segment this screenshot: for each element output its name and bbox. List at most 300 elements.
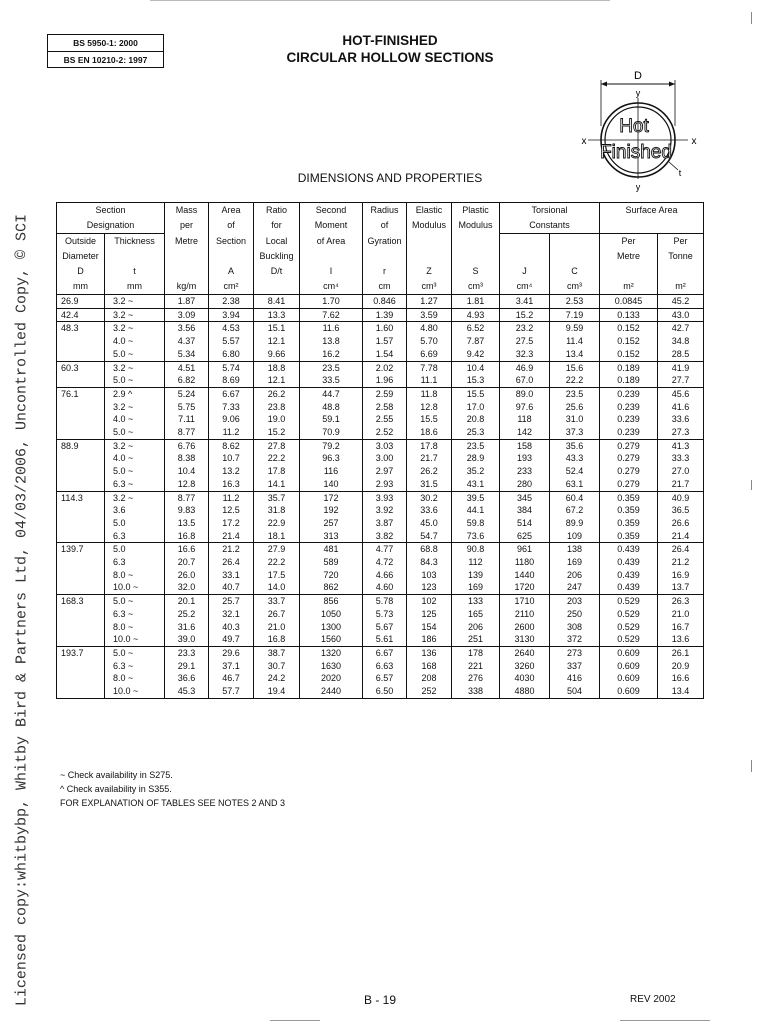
table-cell: 3.00 <box>363 452 407 465</box>
table-cell: 16.8 <box>165 530 209 543</box>
table-cell: 23.2 <box>500 322 550 335</box>
table-cell: 10.7 <box>209 452 254 465</box>
table-cell: 8.0 ~ <box>105 672 165 685</box>
table-cell: 7.33 <box>209 401 254 414</box>
page-title <box>240 32 540 66</box>
table-cell: 0.609 <box>600 685 658 698</box>
table-cell: 20.7 <box>165 556 209 569</box>
table-cell: 26.3 <box>658 595 704 608</box>
table-cell: 23.8 <box>254 401 300 414</box>
table-cell: 68.8 <box>407 543 452 556</box>
table-cell: 13.6 <box>658 633 704 646</box>
table-cell: 20.1 <box>165 595 209 608</box>
table-cell: 26.0 <box>165 569 209 582</box>
cell-outside-diameter <box>57 517 105 530</box>
table-cell: 12.5 <box>209 504 254 517</box>
table-cell: 208 <box>407 672 452 685</box>
cell-outside-diameter <box>57 426 105 439</box>
cell-outside-diameter <box>57 335 105 348</box>
table-cell: 9.83 <box>165 504 209 517</box>
table-cell: 40.9 <box>658 491 704 504</box>
table-cell: 13.4 <box>658 685 704 698</box>
table-cell: 46.9 <box>500 361 550 374</box>
table-cell: 13.7 <box>658 581 704 594</box>
table-cell: 13.2 <box>209 465 254 478</box>
table-cell: 0.529 <box>600 608 658 621</box>
cell-outside-diameter <box>57 530 105 543</box>
table-cell: 15.5 <box>452 387 500 400</box>
table-cell: 221 <box>452 660 500 673</box>
header-area-4 <box>209 249 254 264</box>
unit-area: cm² <box>209 279 254 295</box>
table-cell: 8.69 <box>209 374 254 387</box>
table-cell: 345 <box>500 491 550 504</box>
header-radius-4 <box>363 249 407 264</box>
unit-per-tonne: m² <box>658 279 704 295</box>
cell-outside-diameter: 168.3 <box>57 595 105 608</box>
table-cell: 16.9 <box>658 569 704 582</box>
table-cell: 16.8 <box>254 633 300 646</box>
table-cell: 33.1 <box>209 569 254 582</box>
table-cell: 16.3 <box>209 478 254 491</box>
table-cell: 11.6 <box>300 322 363 335</box>
header-second-moment-2: Moment <box>300 218 363 234</box>
table-cell: 0.189 <box>600 361 658 374</box>
table-cell: 1.39 <box>363 308 407 322</box>
table-cell: 9.42 <box>452 348 500 361</box>
table-cell: 6.3 <box>105 530 165 543</box>
unit-s: cm³ <box>452 279 500 295</box>
table-cell: 109 <box>550 530 600 543</box>
table-cell: 6.82 <box>165 374 209 387</box>
section-diagram <box>568 66 718 196</box>
table-cell: 3.09 <box>165 308 209 322</box>
table-cell: 22.2 <box>254 556 300 569</box>
bottom-mark <box>620 1020 710 1021</box>
table-cell: 46.7 <box>209 672 254 685</box>
header-per-metre-2: Metre <box>600 249 658 264</box>
header-ratio: Ratio <box>254 203 300 219</box>
table-cell: 3.2 ~ <box>105 308 165 322</box>
table-cell: 0.609 <box>600 660 658 673</box>
cell-outside-diameter <box>57 581 105 594</box>
table-cell: 3.2 ~ <box>105 491 165 504</box>
table-cell: 1.81 <box>452 295 500 309</box>
header-second-moment: Second <box>300 203 363 219</box>
table-cell: 18.6 <box>407 426 452 439</box>
table-row <box>57 387 704 400</box>
table-cell: 720 <box>300 569 363 582</box>
table-cell: 136 <box>407 646 452 659</box>
table-cell: 2.55 <box>363 413 407 426</box>
header-mass: Mass <box>165 203 209 219</box>
table-row <box>57 517 704 530</box>
table-cell: 0.189 <box>600 374 658 387</box>
table-cell: 45.3 <box>165 685 209 698</box>
table-cell: 0.609 <box>600 646 658 659</box>
table-cell: 1720 <box>500 581 550 594</box>
header-radius-2: of <box>363 218 407 234</box>
header-second-moment-4 <box>300 249 363 264</box>
table-cell: 26.2 <box>254 387 300 400</box>
properties-table <box>56 202 704 699</box>
table-cell: 5.73 <box>363 608 407 621</box>
table-cell: 2.93 <box>363 478 407 491</box>
table-cell: 57.7 <box>209 685 254 698</box>
table-cell: 25.7 <box>209 595 254 608</box>
table-cell: 89.0 <box>500 387 550 400</box>
license-text: Licensed copy:whitbybp, Whitby Bird & Partners Ltd, 04/03/2006, Uncontrolled Copy, © SCI <box>13 213 31 1007</box>
table-cell: 140 <box>300 478 363 491</box>
table-cell: 856 <box>300 595 363 608</box>
unit-r: cm <box>363 279 407 295</box>
table-row <box>57 621 704 634</box>
table-cell: 31.8 <box>254 504 300 517</box>
table-cell: 3.2 ~ <box>105 361 165 374</box>
table-cell: 84.3 <box>407 556 452 569</box>
table-cell: 1.54 <box>363 348 407 361</box>
table-row <box>57 465 704 478</box>
cell-outside-diameter: 48.3 <box>57 322 105 335</box>
table-cell: 13.3 <box>254 308 300 322</box>
table-cell: 0.359 <box>600 517 658 530</box>
table-cell: 3130 <box>500 633 550 646</box>
table-cell: 112 <box>452 556 500 569</box>
table-cell: 31.0 <box>550 413 600 426</box>
table-cell: 15.1 <box>254 322 300 335</box>
table-cell: 28.9 <box>452 452 500 465</box>
table-cell: 27.9 <box>254 543 300 556</box>
diagram-label-y-top: y <box>635 88 641 98</box>
table-cell: 8.38 <box>165 452 209 465</box>
arrow-left <box>601 82 607 87</box>
cell-outside-diameter <box>57 569 105 582</box>
cell-outside-diameter: 193.7 <box>57 646 105 659</box>
cell-outside-diameter <box>57 556 105 569</box>
table-cell: 6.52 <box>452 322 500 335</box>
table-cell: 123 <box>407 581 452 594</box>
table-cell: 252 <box>407 685 452 698</box>
table-cell: 5.78 <box>363 595 407 608</box>
table-cell: 862 <box>300 581 363 594</box>
header-torsional-c <box>550 234 600 250</box>
cell-outside-diameter <box>57 452 105 465</box>
table-cell: 1.96 <box>363 374 407 387</box>
table-row <box>57 660 704 673</box>
table-cell: 2110 <box>500 608 550 621</box>
table-cell: 7.62 <box>300 308 363 322</box>
table-cell: 625 <box>500 530 550 543</box>
table-cell: 206 <box>452 621 500 634</box>
table-cell: 3.92 <box>363 504 407 517</box>
page-number: B - 19 <box>363 993 396 1007</box>
table-cell: 154 <box>407 621 452 634</box>
table-row <box>57 633 704 646</box>
sym-s: S <box>452 264 500 279</box>
cell-outside-diameter <box>57 672 105 685</box>
header-second-moment-3: of Area <box>300 234 363 250</box>
table-cell: 48.8 <box>300 401 363 414</box>
cell-outside-diameter <box>57 465 105 478</box>
table-row <box>57 335 704 348</box>
table-cell: 22.2 <box>550 374 600 387</box>
header-mass-2: per <box>165 218 209 234</box>
margin-mark <box>751 480 752 490</box>
table-cell: 27.8 <box>254 439 300 452</box>
table-cell: 12.1 <box>254 374 300 387</box>
table-cell: 17.2 <box>209 517 254 530</box>
table-cell: 3.82 <box>363 530 407 543</box>
table-cell: 24.2 <box>254 672 300 685</box>
table-cell: 2.9 ^ <box>105 387 165 400</box>
hot-word: Hot <box>619 116 649 137</box>
table-cell: 504 <box>550 685 600 698</box>
table-cell: 67.2 <box>550 504 600 517</box>
sym-r: r <box>363 264 407 279</box>
table-cell: 19.4 <box>254 685 300 698</box>
table-cell: 23.3 <box>165 646 209 659</box>
header-torsional-j <box>500 234 550 250</box>
table-row <box>57 452 704 465</box>
header-per-tonne-2: Tonne <box>658 249 704 264</box>
table-cell: 6.3 ~ <box>105 608 165 621</box>
table-cell: 8.62 <box>209 439 254 452</box>
cell-outside-diameter <box>57 621 105 634</box>
table-cell: 8.77 <box>165 491 209 504</box>
table-cell: 26.4 <box>658 543 704 556</box>
table-cell: 6.69 <box>407 348 452 361</box>
unit-z: cm³ <box>407 279 452 295</box>
table-cell: 1.60 <box>363 322 407 335</box>
sym-d: D <box>57 264 105 279</box>
table-body <box>57 295 704 699</box>
cell-outside-diameter: 60.3 <box>57 361 105 374</box>
table-cell: 8.77 <box>165 426 209 439</box>
table-cell: 10.4 <box>452 361 500 374</box>
cell-outside-diameter: 42.4 <box>57 308 105 322</box>
table-cell: 23.5 <box>550 387 600 400</box>
table-cell: 29.1 <box>165 660 209 673</box>
table-cell: 142 <box>500 426 550 439</box>
header-radius: Radius <box>363 203 407 219</box>
table-cell: 158 <box>500 439 550 452</box>
table-cell: 6.57 <box>363 672 407 685</box>
table-cell: 9.66 <box>254 348 300 361</box>
cell-outside-diameter <box>57 504 105 517</box>
unit-mass: kg/m <box>165 279 209 295</box>
table-cell: 10.0 ~ <box>105 685 165 698</box>
table-cell: 14.1 <box>254 478 300 491</box>
table-cell: 7.19 <box>550 308 600 322</box>
table-row <box>57 401 704 414</box>
table-header <box>57 203 704 295</box>
table-cell: 73.6 <box>452 530 500 543</box>
table-cell: 6.80 <box>209 348 254 361</box>
table-cell: 16.6 <box>165 543 209 556</box>
table-cell: 16.6 <box>658 672 704 685</box>
table-cell: 102 <box>407 595 452 608</box>
unit-ratio <box>254 279 300 295</box>
table-cell: 2.53 <box>550 295 600 309</box>
table-cell: 5.0 ~ <box>105 595 165 608</box>
table-row <box>57 608 704 621</box>
header-section-designation-2: Designation <box>57 218 165 234</box>
table-cell: 7.78 <box>407 361 452 374</box>
table-cell: 11.8 <box>407 387 452 400</box>
table-cell: 5.74 <box>209 361 254 374</box>
table-cell: 6.50 <box>363 685 407 698</box>
table-cell: 3.94 <box>209 308 254 322</box>
header-plastic-4 <box>452 249 500 264</box>
license-watermark <box>0 0 44 1024</box>
table-cell: 168 <box>407 660 452 673</box>
table-cell: 28.5 <box>658 348 704 361</box>
table-cell: 0.359 <box>600 530 658 543</box>
table-cell: 21.7 <box>658 478 704 491</box>
table-cell: 178 <box>452 646 500 659</box>
table-cell: 3.2 ~ <box>105 401 165 414</box>
table-cell: 22.2 <box>254 452 300 465</box>
table-cell: 23.5 <box>300 361 363 374</box>
table-cell: 0.846 <box>363 295 407 309</box>
table-cell: 52.4 <box>550 465 600 478</box>
table-cell: 4.66 <box>363 569 407 582</box>
table-cell: 45.2 <box>658 295 704 309</box>
table-cell: 338 <box>452 685 500 698</box>
table-cell: 2640 <box>500 646 550 659</box>
table-cell: 0.239 <box>600 413 658 426</box>
cell-outside-diameter <box>57 374 105 387</box>
table-cell: 42.7 <box>658 322 704 335</box>
table-cell: 3.03 <box>363 439 407 452</box>
table-cell: 313 <box>300 530 363 543</box>
table-cell: 0.279 <box>600 439 658 452</box>
table-cell: 29.6 <box>209 646 254 659</box>
table-cell: 30.7 <box>254 660 300 673</box>
table-cell: 6.3 <box>105 556 165 569</box>
cell-outside-diameter <box>57 413 105 426</box>
table-cell: 233 <box>500 465 550 478</box>
table-cell: 12.8 <box>407 401 452 414</box>
table-cell: 15.6 <box>550 361 600 374</box>
table-cell: 2.38 <box>209 295 254 309</box>
header-per-metre: Per <box>600 234 658 250</box>
table-cell: 31.6 <box>165 621 209 634</box>
table-cell: 14.0 <box>254 581 300 594</box>
table-row <box>57 478 704 491</box>
table-cell: 26.6 <box>658 517 704 530</box>
table-row <box>57 426 704 439</box>
table-cell: 0.439 <box>600 556 658 569</box>
table-cell: 3.59 <box>407 308 452 322</box>
cell-outside-diameter <box>57 478 105 491</box>
table-cell: 5.70 <box>407 335 452 348</box>
table-cell: 116 <box>300 465 363 478</box>
table-cell: 372 <box>550 633 600 646</box>
table-cell: 1440 <box>500 569 550 582</box>
table-cell: 38.7 <box>254 646 300 659</box>
table-row <box>57 685 704 698</box>
table-cell: 8.0 ~ <box>105 569 165 582</box>
table-cell: 17.8 <box>407 439 452 452</box>
table-row <box>57 504 704 517</box>
header-elastic: Elastic <box>407 203 452 219</box>
table-cell: 2.52 <box>363 426 407 439</box>
table-cell: 5.34 <box>165 348 209 361</box>
table-cell: 21.4 <box>658 530 704 543</box>
table-cell: 15.2 <box>500 308 550 322</box>
table-cell: 22.9 <box>254 517 300 530</box>
table-cell: 59.8 <box>452 517 500 530</box>
table-cell: 280 <box>500 478 550 491</box>
table-cell: 251 <box>452 633 500 646</box>
table-cell: 30.2 <box>407 491 452 504</box>
table-cell: 5.67 <box>363 621 407 634</box>
table-cell: 0.279 <box>600 478 658 491</box>
diagram-label-t: t <box>678 168 682 178</box>
header-plastic-2: Modulus <box>452 218 500 234</box>
table-cell: 5.0 <box>105 517 165 530</box>
table-cell: 32.1 <box>209 608 254 621</box>
table-cell: 2.02 <box>363 361 407 374</box>
diagram-label-d: D <box>634 70 642 82</box>
table-cell: 8.0 ~ <box>105 621 165 634</box>
table-cell: 138 <box>550 543 600 556</box>
finished-word: Finished <box>600 142 672 163</box>
table-cell: 0.152 <box>600 348 658 361</box>
cell-outside-diameter: 139.7 <box>57 543 105 556</box>
table-cell: 11.2 <box>209 426 254 439</box>
diagram-label-y-bottom: y <box>635 182 641 192</box>
table-cell: 139 <box>452 569 500 582</box>
table-cell: 27.3 <box>658 426 704 439</box>
table-cell: 6.67 <box>363 646 407 659</box>
table-cell: 2.97 <box>363 465 407 478</box>
table-cell: 961 <box>500 543 550 556</box>
standards-box <box>47 34 164 68</box>
table-cell: 3.2 ~ <box>105 322 165 335</box>
table-row <box>57 361 704 374</box>
header-per-tonne: Per <box>658 234 704 250</box>
table-cell: 0.279 <box>600 452 658 465</box>
unit-i: cm⁴ <box>300 279 363 295</box>
table-cell: 6.76 <box>165 439 209 452</box>
header-plastic-3 <box>452 234 500 250</box>
header-area: Area <box>209 203 254 219</box>
table-cell: 44.7 <box>300 387 363 400</box>
table-cell: 13.4 <box>550 348 600 361</box>
header-area-2: of <box>209 218 254 234</box>
table-row <box>57 491 704 504</box>
table-cell: 4.60 <box>363 581 407 594</box>
table-cell: 90.8 <box>452 543 500 556</box>
table-cell: 5.61 <box>363 633 407 646</box>
table-cell: 1630 <box>300 660 363 673</box>
header-outside-diameter-2: Diameter <box>57 249 105 264</box>
table-cell: 13.8 <box>300 335 363 348</box>
table-cell: 18.1 <box>254 530 300 543</box>
table-cell: 4.93 <box>452 308 500 322</box>
table-row <box>57 581 704 594</box>
table-cell: 18.8 <box>254 361 300 374</box>
sym-mass <box>165 264 209 279</box>
table-cell: 186 <box>407 633 452 646</box>
table-cell: 31.5 <box>407 478 452 491</box>
table-cell: 49.7 <box>209 633 254 646</box>
table-cell: 2600 <box>500 621 550 634</box>
table-cell: 276 <box>452 672 500 685</box>
table-cell: 7.87 <box>452 335 500 348</box>
